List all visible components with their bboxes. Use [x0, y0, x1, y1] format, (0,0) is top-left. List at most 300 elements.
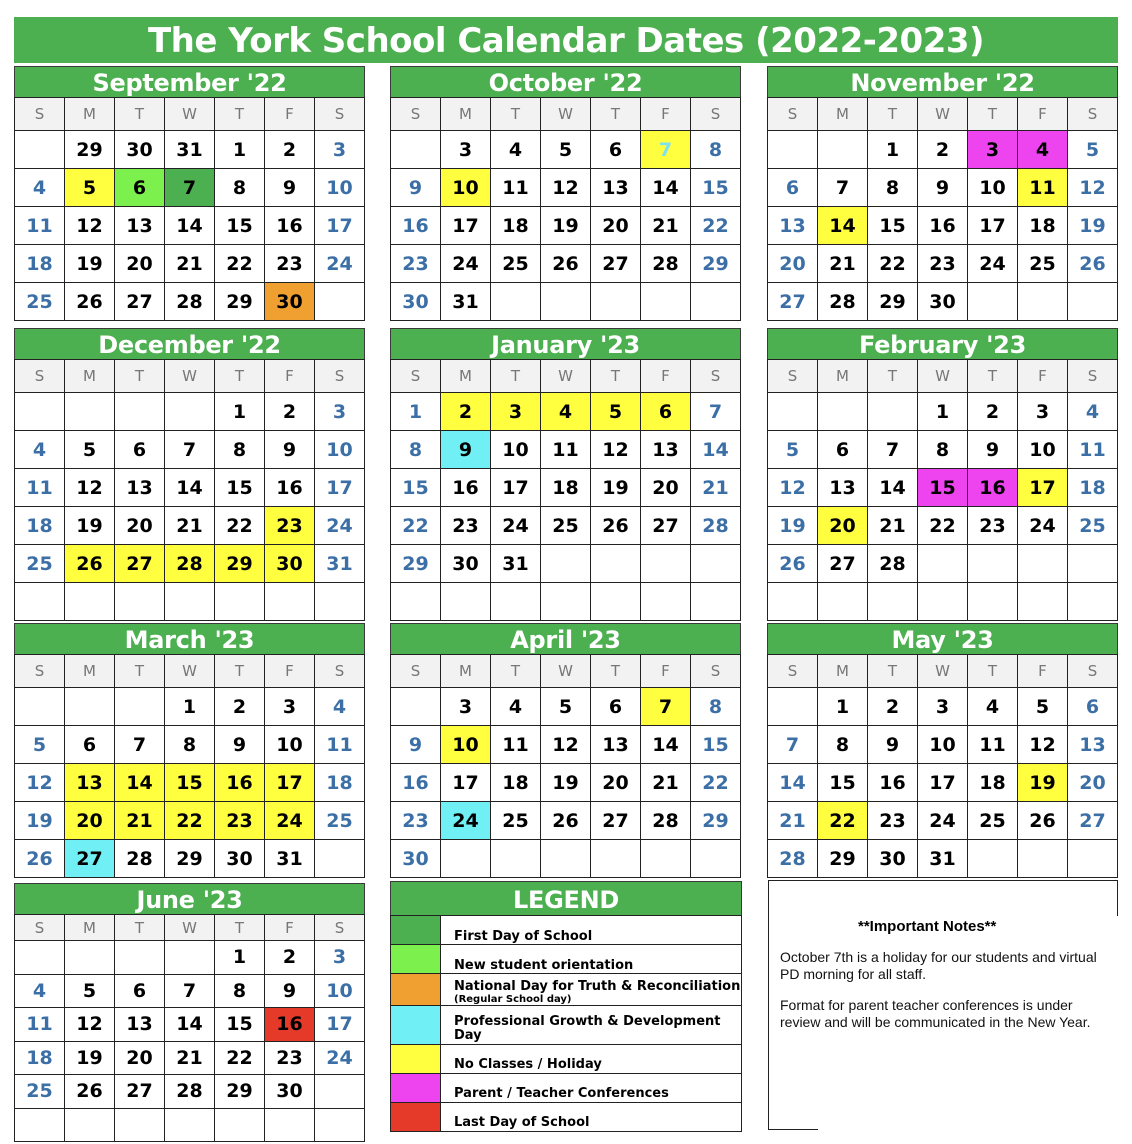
calendar-day: 10 [441, 169, 491, 207]
weekday-header: T [591, 360, 641, 393]
calendar-day: 23 [265, 245, 315, 283]
calendar-day: 3 [918, 688, 968, 726]
calendar-day: 26 [15, 840, 65, 878]
calendar-day: 18 [491, 764, 541, 802]
empty-day [491, 583, 541, 621]
calendar-day: 4 [315, 688, 365, 726]
empty-day [768, 393, 818, 431]
calendar-day: 7 [868, 431, 918, 469]
empty-day [818, 393, 868, 431]
empty-day [265, 1108, 315, 1142]
calendar-day: 21 [165, 245, 215, 283]
calendar-day: 25 [541, 507, 591, 545]
calendar-day: 12 [768, 469, 818, 507]
weekday-header: T [115, 655, 165, 688]
calendar-day: 22 [918, 507, 968, 545]
empty-day [315, 1075, 365, 1109]
week-row [391, 507, 741, 545]
calendar-day: 12 [541, 169, 591, 207]
legend-label-text: New student orientation [454, 957, 634, 973]
calendar-day: 5 [65, 431, 115, 469]
calendar-day: 27 [65, 840, 115, 878]
calendar-day: 17 [491, 469, 541, 507]
calendar-day: 29 [65, 131, 115, 169]
legend-swatch [391, 1044, 441, 1073]
weekday-header: S [1068, 360, 1118, 393]
calendar-day: 27 [818, 545, 868, 583]
empty-day [115, 1108, 165, 1142]
week-row [15, 469, 365, 507]
calendar-day: 16 [265, 207, 315, 245]
week-row [15, 545, 365, 583]
calendar-day: 9 [265, 169, 315, 207]
calendar-day: 31 [441, 283, 491, 321]
calendar-day: 17 [315, 207, 365, 245]
month-title: March '23 [14, 623, 365, 654]
calendar-day: 5 [541, 131, 591, 169]
calendar-day: 18 [541, 469, 591, 507]
calendar-day: 2 [265, 393, 315, 431]
calendar-day: 14 [165, 207, 215, 245]
legend-label [441, 945, 742, 974]
calendar-day: 6 [115, 431, 165, 469]
calendar-day: 18 [1068, 469, 1118, 507]
calendar-day: 19 [1068, 207, 1118, 245]
calendar-day: 7 [165, 169, 215, 207]
empty-day [1068, 840, 1118, 878]
weekday-header: T [491, 655, 541, 688]
calendar-day: 30 [391, 840, 441, 878]
calendar-day: 1 [215, 941, 265, 975]
calendar-day: 21 [165, 507, 215, 545]
calendar-day: 25 [15, 283, 65, 321]
week-row [391, 431, 741, 469]
calendar-day: 22 [215, 245, 265, 283]
calendar-day: 16 [968, 469, 1018, 507]
week-row [391, 245, 741, 283]
calendar-day: 28 [818, 283, 868, 321]
calendar-day: 1 [918, 393, 968, 431]
calendar-day: 5 [768, 431, 818, 469]
calendar-day: 26 [591, 507, 641, 545]
calendar-day: 28 [868, 545, 918, 583]
weekday-header: S [15, 655, 65, 688]
calendar-day: 4 [491, 131, 541, 169]
calendar-day: 28 [115, 840, 165, 878]
calendar-day: 20 [818, 507, 868, 545]
empty-day [591, 840, 641, 878]
empty-day [15, 1108, 65, 1142]
calendar-day: 31 [265, 840, 315, 878]
weekday-header: S [391, 360, 441, 393]
week-row [15, 283, 365, 321]
weekday-header: T [215, 655, 265, 688]
empty-day [65, 1108, 115, 1142]
weekday-header: T [115, 915, 165, 941]
calendar-day: 23 [265, 1041, 315, 1075]
month-november [767, 66, 1118, 321]
empty-day [1018, 283, 1068, 321]
week-row [768, 764, 1118, 802]
calendar-day: 6 [591, 688, 641, 726]
calendar-day: 24 [315, 507, 365, 545]
calendar-day: 9 [968, 431, 1018, 469]
empty-day [868, 393, 918, 431]
calendar-day: 2 [918, 131, 968, 169]
weekday-header: F [265, 98, 315, 131]
calendar-day: 4 [15, 974, 65, 1008]
calendar-day: 9 [441, 431, 491, 469]
calendar-day: 22 [691, 764, 741, 802]
month-grid [767, 97, 1118, 321]
legend-swatch [391, 945, 441, 974]
calendar-day: 12 [65, 469, 115, 507]
weekday-header: T [215, 98, 265, 131]
calendar-day: 29 [818, 840, 868, 878]
calendar-day: 1 [215, 393, 265, 431]
calendar-day: 21 [641, 207, 691, 245]
calendar-day: 10 [491, 431, 541, 469]
calendar-day: 21 [165, 1041, 215, 1075]
weekday-header: F [641, 655, 691, 688]
weekday-header: F [265, 360, 315, 393]
calendar-day: 13 [65, 764, 115, 802]
month-grid [390, 359, 741, 621]
calendar-day: 7 [165, 974, 215, 1008]
empty-day [165, 583, 215, 621]
calendar-day: 1 [165, 688, 215, 726]
week-row [391, 545, 741, 583]
calendar-day: 31 [491, 545, 541, 583]
legend-item [391, 945, 742, 974]
calendar-day: 9 [918, 169, 968, 207]
legend-label-text: First Day of School [454, 928, 593, 944]
calendar-day: 22 [215, 1041, 265, 1075]
legend-swatch [391, 916, 441, 945]
calendar-day: 7 [165, 431, 215, 469]
weekday-header: T [115, 98, 165, 131]
week-row [15, 840, 365, 878]
month-grid [390, 97, 741, 321]
empty-day [65, 941, 115, 975]
weekday-header: T [968, 98, 1018, 131]
calendar-day: 6 [65, 726, 115, 764]
weekday-header: W [165, 915, 215, 941]
empty-day [1018, 545, 1068, 583]
calendar-day: 24 [491, 507, 541, 545]
calendar-day: 14 [691, 431, 741, 469]
empty-day [65, 688, 115, 726]
calendar-day: 8 [215, 974, 265, 1008]
week-row [15, 393, 365, 431]
legend-label-text: Professional Growth & Development Day [454, 1014, 721, 1044]
month-title: December '22 [14, 328, 365, 359]
week-row [768, 840, 1118, 878]
week-row [391, 283, 741, 321]
weekday-header: S [691, 360, 741, 393]
weekday-header: W [165, 98, 215, 131]
note-october-holiday: October 7th is a holiday for our students and virtual PD morning for all staff. [780, 949, 1097, 982]
legend-label-text: No Classes / Holiday [454, 1057, 602, 1073]
month-grid [14, 97, 365, 321]
month-june [14, 883, 365, 1142]
calendar-day: 13 [1068, 726, 1118, 764]
month-september [14, 66, 365, 321]
week-row [391, 469, 741, 507]
calendar-day: 4 [491, 688, 541, 726]
calendar-day: 8 [918, 431, 968, 469]
calendar-day: 14 [165, 1008, 215, 1042]
calendar-day: 11 [491, 169, 541, 207]
weekday-header: F [265, 655, 315, 688]
calendar-day: 28 [641, 245, 691, 283]
empty-day [265, 583, 315, 621]
weekday-header: F [1018, 98, 1068, 131]
calendar-day: 28 [165, 545, 215, 583]
weekday-header: S [1068, 98, 1118, 131]
month-title: September '22 [14, 66, 365, 97]
calendar-day: 2 [441, 393, 491, 431]
week-row [768, 507, 1118, 545]
month-title: April '23 [390, 623, 741, 654]
empty-day [691, 583, 741, 621]
calendar-day: 16 [441, 469, 491, 507]
empty-day [215, 1108, 265, 1142]
calendar-day: 19 [65, 1041, 115, 1075]
calendar-day: 20 [641, 469, 691, 507]
calendar-day: 30 [918, 283, 968, 321]
empty-day [641, 545, 691, 583]
calendar-day: 11 [491, 726, 541, 764]
calendar-day: 25 [968, 802, 1018, 840]
week-row [15, 583, 365, 621]
empty-day [768, 131, 818, 169]
calendar-day: 17 [1018, 469, 1068, 507]
empty-day [541, 583, 591, 621]
calendar-day: 21 [641, 764, 691, 802]
week-row [768, 131, 1118, 169]
calendar-day: 26 [541, 802, 591, 840]
calendar-day: 19 [65, 507, 115, 545]
week-row [15, 245, 365, 283]
calendar-day: 10 [315, 431, 365, 469]
week-row [768, 802, 1118, 840]
calendar-day: 13 [115, 469, 165, 507]
calendar-day: 11 [541, 431, 591, 469]
calendar-day: 27 [641, 507, 691, 545]
calendar-day: 7 [691, 393, 741, 431]
weekday-header: M [65, 98, 115, 131]
legend-item [391, 916, 742, 945]
calendar-day: 2 [215, 688, 265, 726]
empty-day [818, 583, 868, 621]
calendar-day: 26 [541, 245, 591, 283]
empty-day [768, 583, 818, 621]
calendar-day: 8 [215, 169, 265, 207]
calendar-day: 11 [968, 726, 1018, 764]
weekday-header: S [768, 360, 818, 393]
calendar-day: 21 [818, 245, 868, 283]
week-row [391, 131, 741, 169]
calendar-day: 28 [691, 507, 741, 545]
calendar-day: 26 [1018, 802, 1068, 840]
empty-day [918, 583, 968, 621]
calendar-day: 6 [115, 974, 165, 1008]
empty-day [968, 840, 1018, 878]
note-conferences: Format for parent teacher conferences is under review and will be communicated in the New Year. [780, 997, 1091, 1030]
calendar-day: 9 [265, 431, 315, 469]
weekday-header: W [541, 655, 591, 688]
calendar-day: 7 [818, 169, 868, 207]
calendar-day: 30 [441, 545, 491, 583]
calendar-day: 22 [868, 245, 918, 283]
weekday-header: S [691, 655, 741, 688]
week-row [768, 583, 1118, 621]
weekday-header: W [541, 360, 591, 393]
calendar-day: 30 [265, 283, 315, 321]
calendar-day: 19 [591, 469, 641, 507]
calendar-day: 30 [868, 840, 918, 878]
calendar-day: 24 [441, 802, 491, 840]
legend-label [441, 1073, 742, 1102]
calendar-day: 16 [391, 764, 441, 802]
week-row [768, 688, 1118, 726]
legend-item [391, 974, 742, 1006]
empty-day [918, 545, 968, 583]
empty-day [115, 393, 165, 431]
calendar-day: 12 [541, 726, 591, 764]
calendar-day: 20 [115, 507, 165, 545]
weekday-header: W [918, 360, 968, 393]
calendar-day: 31 [165, 131, 215, 169]
calendar-day: 23 [918, 245, 968, 283]
weekday-header: T [868, 655, 918, 688]
empty-day [315, 840, 365, 878]
month-grid [767, 654, 1118, 878]
weekday-header: S [315, 915, 365, 941]
empty-day [115, 688, 165, 726]
empty-day [968, 583, 1018, 621]
calendar-day: 16 [215, 764, 265, 802]
calendar-day: 13 [115, 207, 165, 245]
month-title: February '23 [767, 328, 1118, 359]
calendar-day: 12 [15, 764, 65, 802]
calendar-day: 25 [491, 245, 541, 283]
weekday-header: M [65, 915, 115, 941]
calendar-day: 6 [1068, 688, 1118, 726]
month-grid [14, 654, 365, 878]
legend-label-text: Parent / Teacher Conferences [454, 1086, 669, 1102]
calendar-day: 28 [641, 802, 691, 840]
empty-day [541, 840, 591, 878]
calendar-day: 30 [265, 545, 315, 583]
week-row [15, 507, 365, 545]
calendar-day: 20 [591, 207, 641, 245]
calendar-day: 10 [315, 974, 365, 1008]
calendar-day: 23 [265, 507, 315, 545]
calendar-day: 8 [818, 726, 868, 764]
week-row [768, 431, 1118, 469]
calendar-day: 16 [265, 469, 315, 507]
calendar-day: 27 [115, 283, 165, 321]
calendar-day: 24 [1018, 507, 1068, 545]
calendar-day: 15 [868, 207, 918, 245]
calendar-day: 25 [15, 1075, 65, 1109]
empty-day [641, 583, 691, 621]
calendar-day: 14 [641, 169, 691, 207]
calendar-day: 3 [315, 941, 365, 975]
calendar-day: 20 [591, 764, 641, 802]
calendar-day: 26 [768, 545, 818, 583]
weekday-header: W [918, 655, 968, 688]
week-row [768, 726, 1118, 764]
calendar-day: 14 [115, 764, 165, 802]
empty-day [165, 1108, 215, 1142]
week-row [15, 941, 365, 975]
week-row [15, 1041, 365, 1075]
calendar-day: 19 [541, 764, 591, 802]
weekday-header: M [441, 655, 491, 688]
week-row [15, 207, 365, 245]
calendar-day: 16 [868, 764, 918, 802]
month-february [767, 328, 1118, 621]
calendar-day: 22 [215, 507, 265, 545]
weekday-header: F [1018, 655, 1068, 688]
calendar-day: 25 [1018, 245, 1068, 283]
calendar-day: 30 [115, 131, 165, 169]
calendar-day: 20 [1068, 764, 1118, 802]
calendar-day: 30 [391, 283, 441, 321]
weekday-header: W [165, 655, 215, 688]
weekday-header: T [591, 98, 641, 131]
weekday-header: M [441, 98, 491, 131]
legend-swatch [391, 1006, 441, 1045]
important-notes [768, 880, 1118, 1130]
calendar-day: 6 [768, 169, 818, 207]
calendar-day: 30 [215, 840, 265, 878]
calendar-day: 21 [768, 802, 818, 840]
empty-day [1068, 283, 1118, 321]
empty-day [691, 545, 741, 583]
calendar-day: 11 [1068, 431, 1118, 469]
calendar-day: 15 [215, 1008, 265, 1042]
calendar-day: 17 [315, 1008, 365, 1042]
calendar-day: 27 [591, 245, 641, 283]
legend-item [391, 1006, 742, 1045]
empty-day [315, 583, 365, 621]
legend-item [391, 1102, 742, 1131]
calendar-day: 26 [65, 1075, 115, 1109]
empty-day [1068, 545, 1118, 583]
calendar-day: 14 [868, 469, 918, 507]
month-grid [390, 654, 741, 878]
empty-day [441, 840, 491, 878]
calendar-day: 11 [1018, 169, 1068, 207]
empty-day [491, 283, 541, 321]
week-row [15, 1075, 365, 1109]
calendar-day: 9 [215, 726, 265, 764]
calendar-day: 11 [15, 469, 65, 507]
weekday-header: T [968, 360, 1018, 393]
calendar-day: 27 [768, 283, 818, 321]
weekday-header: M [65, 655, 115, 688]
calendar-day: 23 [215, 802, 265, 840]
calendar-day: 24 [968, 245, 1018, 283]
calendar-day: 17 [441, 764, 491, 802]
weekday-header: T [491, 98, 541, 131]
empty-day [315, 283, 365, 321]
calendar-day: 12 [1068, 169, 1118, 207]
